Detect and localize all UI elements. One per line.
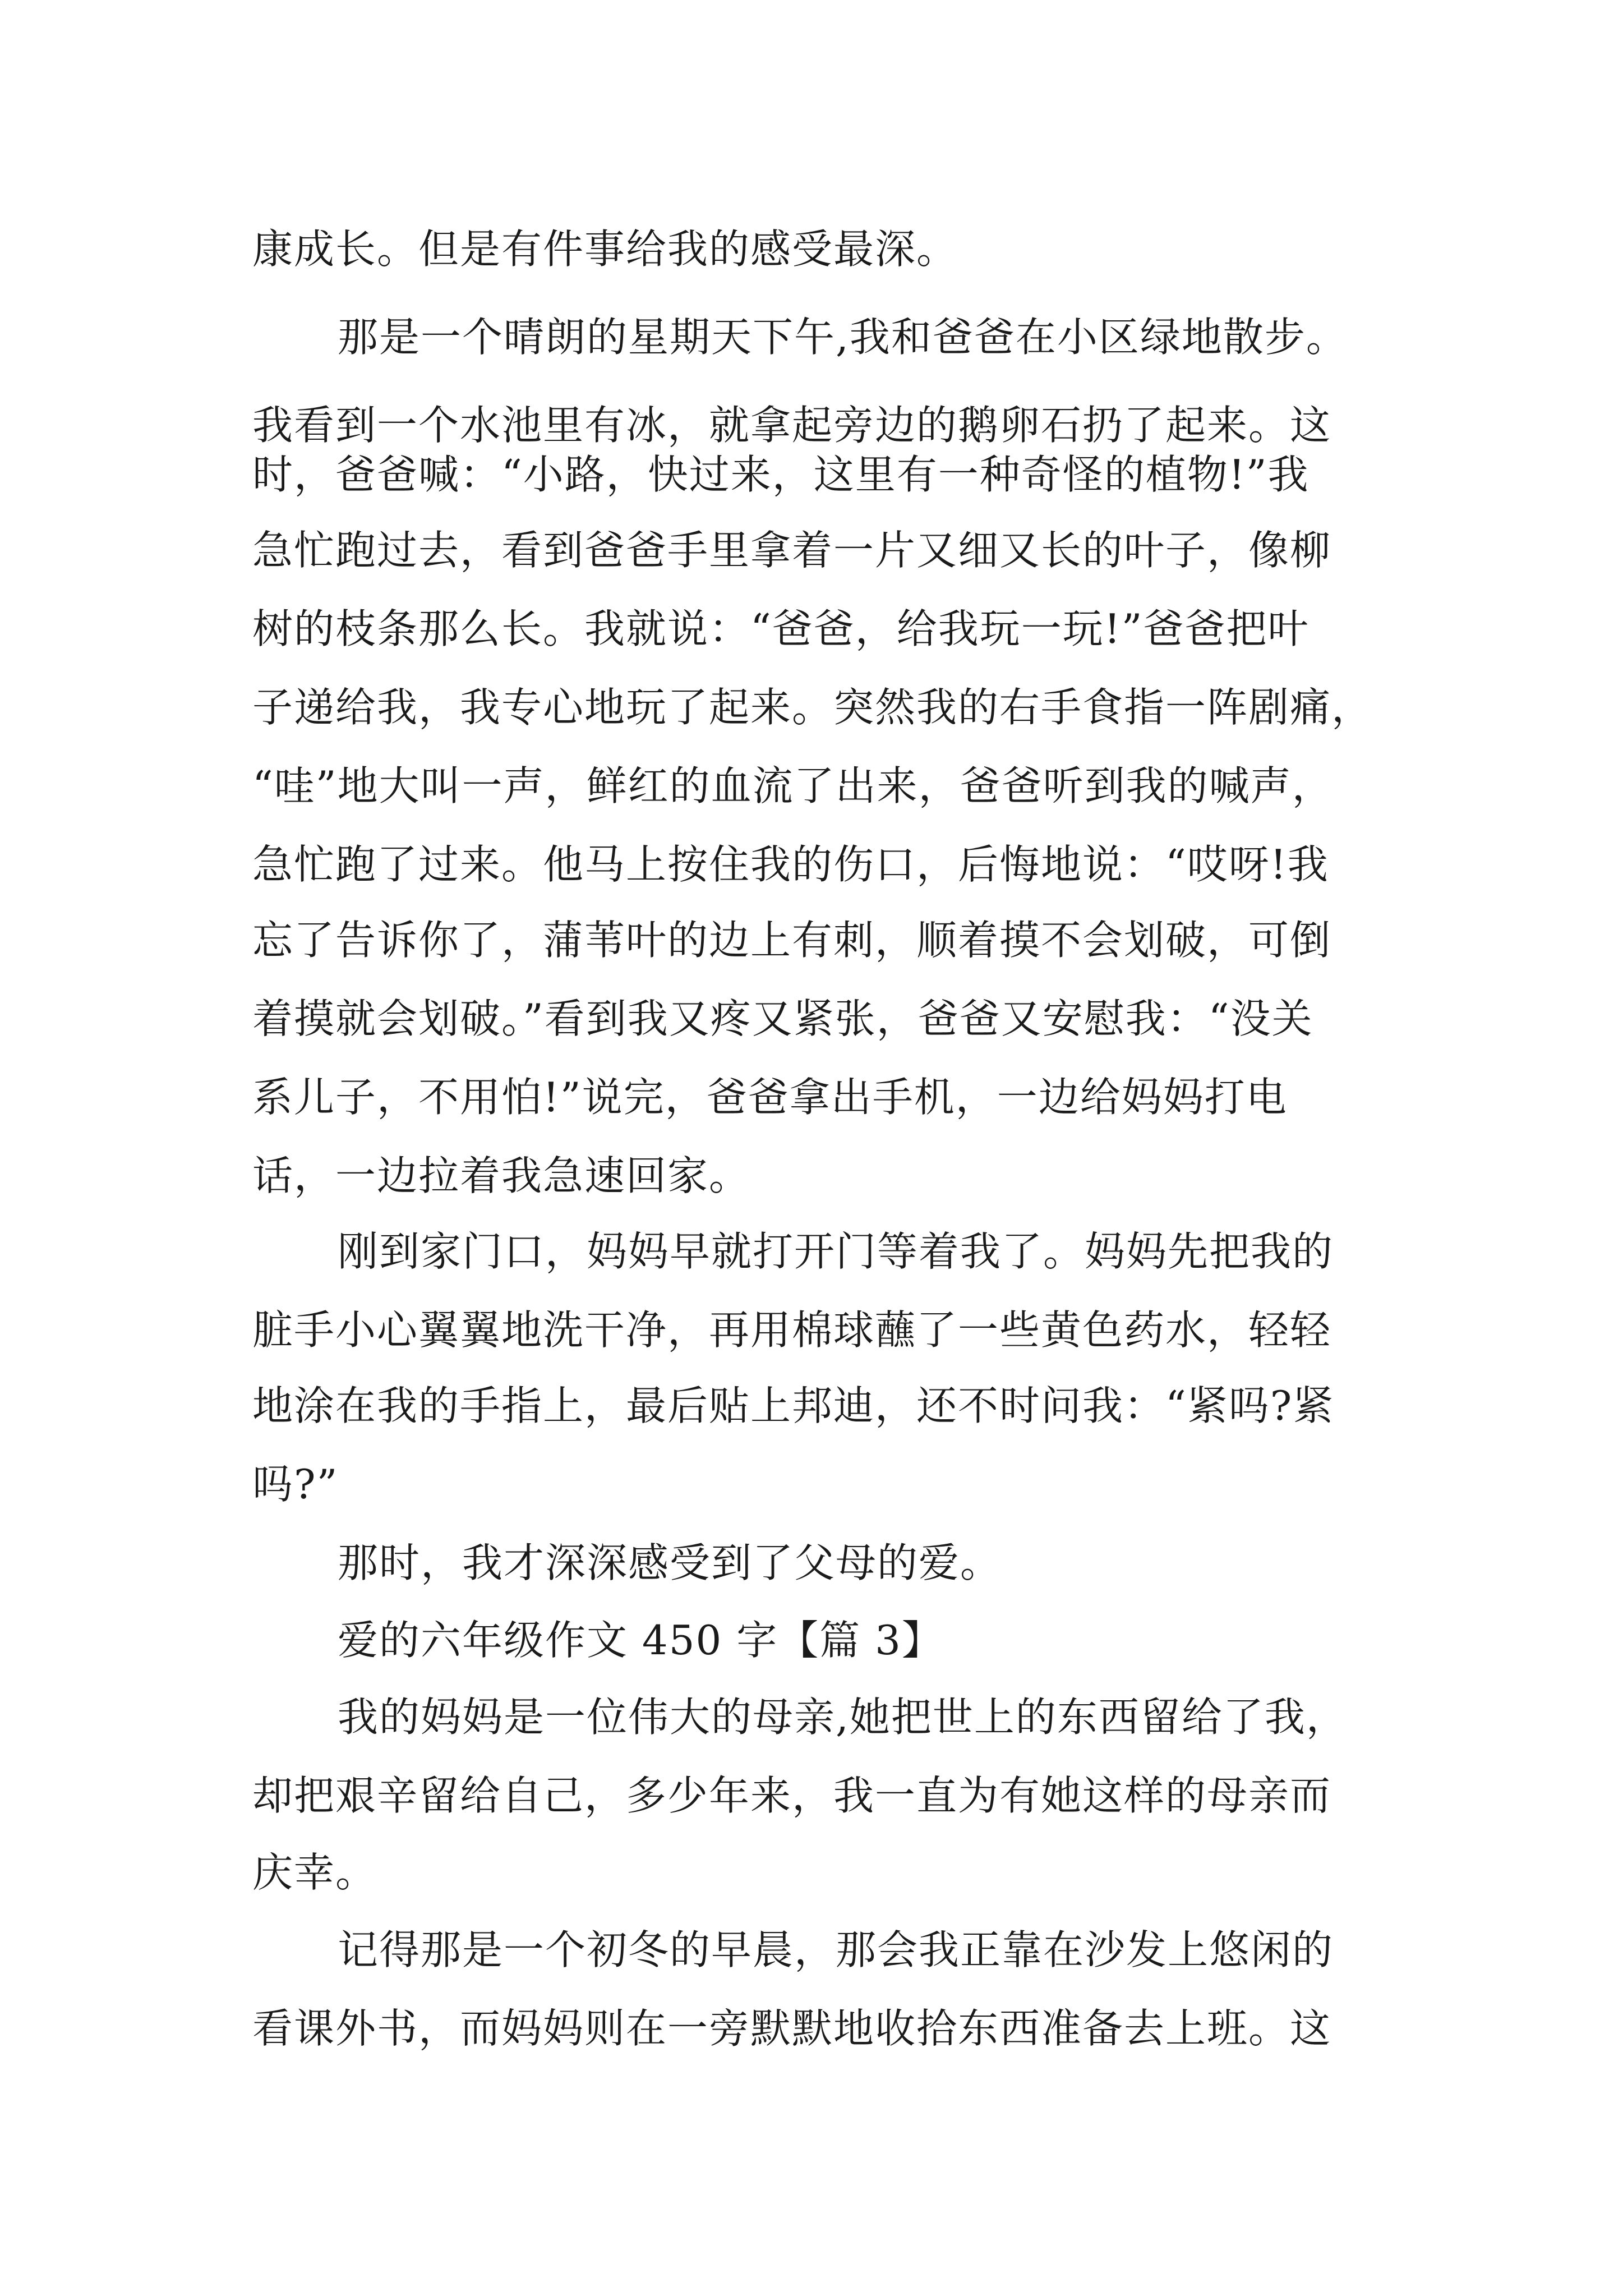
- text-line: 庆幸。: [252, 1849, 377, 1896]
- text-line: 系儿子，不用怕!”说完，爸爸拿出手机，一边给妈妈打电: [252, 1074, 1288, 1121]
- text-line: 子递给我，我专心地玩了起来。突然我的右手食指一阵剧痛，: [252, 684, 1373, 731]
- text-line: 急忙跑了过来。他马上按住我的伤口，后悔地说：“哎呀!我: [252, 841, 1329, 888]
- text-line: 时，爸爸喊：“小路，快过来，这里有一种奇怪的植物!”我: [252, 451, 1310, 498]
- text-line: 急忙跑过去，看到爸爸手里拿着一片又细又长的叶子，像柳: [252, 527, 1332, 574]
- paragraph-start-line: 刚到家门口，妈妈早就打开门等着我了。妈妈先把我的: [338, 1228, 1334, 1275]
- text-line: 话，一边拉着我急速回家。: [252, 1152, 751, 1199]
- paragraph-start-line: 我的妈妈是一位伟大的母亲,她把世上的东西留给了我，: [338, 1694, 1348, 1741]
- text-line: 却把艰辛留给自己，多少年来，我一直为有她这样的母亲而: [252, 1772, 1332, 1819]
- text-line: 地涂在我的手指上，最后贴上邦迪，还不时问我：“紧吗?紧: [252, 1382, 1335, 1429]
- section-heading: 爱的六年级作文 450 字【篇 3】: [338, 1617, 943, 1664]
- text-line: 脏手小心翼翼地洗干净，再用棉球蘸了一些黄色药水，轻轻: [252, 1306, 1332, 1354]
- text-line: “哇”地大叫一声，鲜红的血流了出来，爸爸听到我的喊声，: [252, 762, 1334, 809]
- text-line: 看课外书，而妈妈则在一旁默默地收拾东西准备去上班。这: [252, 2005, 1332, 2052]
- text-line: 忘了告诉你了，蒲苇叶的边上有刺，顺着摸不会划破，可倒: [252, 917, 1332, 964]
- text-line: 我看到一个水池里有冰，就拿起旁边的鹅卵石扔了起来。这: [252, 402, 1332, 449]
- text-line: 着摸就会划破。”看到我又疼又紧张，爸爸又安慰我：“没关: [252, 995, 1313, 1042]
- paragraph-start-line: 记得那是一个初冬的早晨，那会我正靠在沙发上悠闲的: [338, 1926, 1334, 1973]
- paragraph-start-line: 那是一个晴朗的星期天下午,我和爸爸在小区绿地散步。: [338, 314, 1348, 361]
- text-line: 康成长。但是有件事给我的感受最深。: [252, 226, 958, 273]
- paragraph-start-line: 那时，我才深深感受到了父母的爱。: [338, 1539, 1002, 1586]
- text-line: 树的枝条那么长。我就说：“爸爸，给我玩一玩!”爸爸把叶: [252, 605, 1310, 652]
- text-line: 吗?”: [252, 1461, 339, 1508]
